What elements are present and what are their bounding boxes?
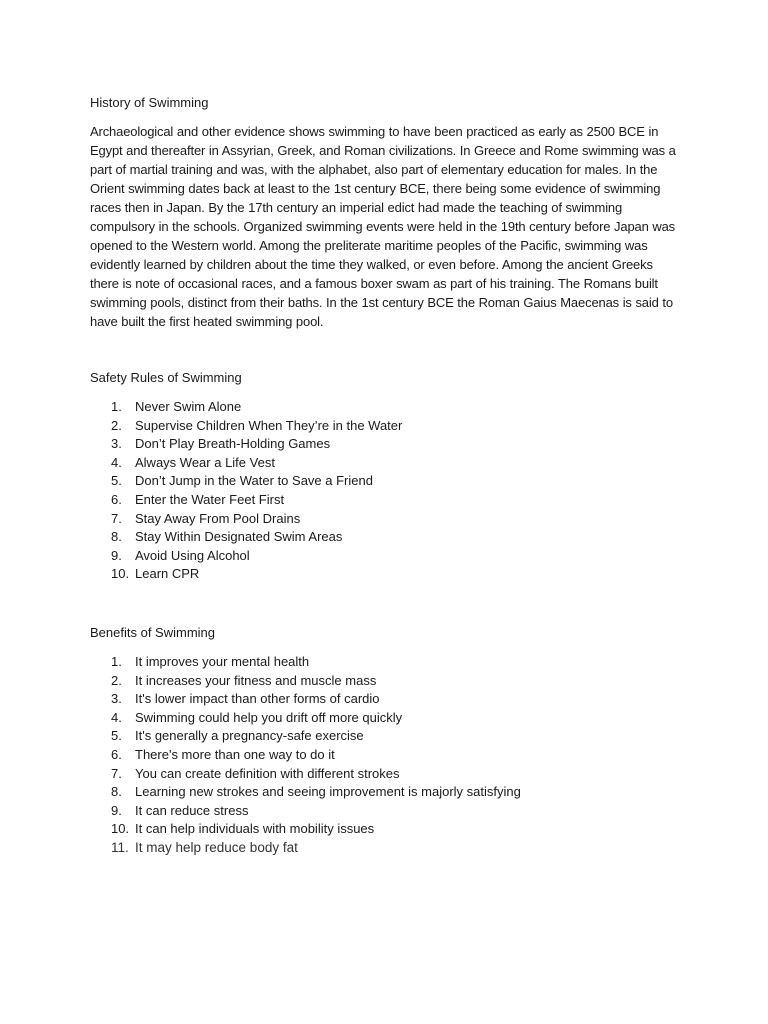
list-item: [90, 547, 680, 566]
list-item: [90, 653, 680, 672]
list-item: [90, 417, 680, 436]
list-item-text: It's generally a pregnancy-safe exercise: [135, 728, 364, 744]
list-number: 2.: [111, 417, 122, 433]
list-number: 10.: [111, 821, 130, 837]
list-item: [90, 820, 680, 839]
benefits-section: [90, 624, 680, 858]
list-number: 6.: [111, 746, 122, 762]
list-item-text: Swimming could help you drift off more quickly: [135, 709, 403, 725]
list-number: 5.: [111, 728, 122, 744]
list-item: [90, 690, 680, 709]
list-number: 5.: [111, 473, 122, 489]
safety-list: [90, 398, 680, 584]
list-item-text: It improves your mental health: [135, 654, 310, 669]
list-number: 1.: [111, 654, 122, 669]
list-item: [90, 709, 680, 728]
list-number: 9.: [111, 547, 122, 563]
list-item: [90, 727, 680, 746]
list-item-text: It increases your fitness and muscle mass: [135, 672, 377, 688]
history-heading: History of Swimming: [90, 95, 209, 110]
list-item-text: There's more than one way to do it: [135, 746, 335, 762]
list-number: 8.: [111, 784, 122, 800]
list-number: 1.: [111, 399, 122, 414]
list-number: 7.: [111, 510, 122, 526]
list-item-text: Never Swim Alone: [135, 399, 242, 414]
list-item: [90, 491, 680, 510]
list-item: [90, 672, 680, 691]
list-item: [90, 746, 680, 765]
list-item: [90, 802, 680, 821]
list-item-text: Don’t Play Breath-Holding Games: [135, 436, 331, 452]
list-number: 6.: [111, 491, 122, 507]
list-item-text: Stay Within Designated Swim Areas: [135, 529, 343, 545]
list-item-text: Supervise Children When They’re in the Water: [135, 417, 403, 433]
list-item: [90, 765, 680, 784]
list-number: 7.: [111, 765, 122, 781]
list-item-text: Learning new strokes and seeing improvement is majorly satisfying: [135, 784, 521, 800]
safety-section: [90, 369, 680, 584]
list-item: [90, 565, 680, 584]
list-item-text: It may help reduce body fat: [135, 839, 298, 855]
list-number: 2.: [111, 672, 122, 688]
list-number: 9.: [111, 802, 122, 818]
list-item-text: Always Wear a Life Vest: [135, 454, 275, 470]
list-item: [90, 783, 680, 802]
list-number: 8.: [111, 529, 122, 545]
list-item-text: Avoid Using Alcohol: [135, 547, 250, 563]
list-number: 4.: [111, 454, 122, 470]
list-item: [90, 454, 680, 473]
list-item-text: It can help individuals with mobility issues: [135, 821, 375, 837]
safety-heading: Safety Rules of Swimming: [90, 370, 242, 385]
list-item-text: You can create definition with different strokes: [135, 765, 400, 781]
list-item-text: Enter the Water Feet First: [135, 491, 285, 507]
list-item-text: Stay Away From Pool Drains: [135, 510, 301, 526]
list-item-text: Learn CPR: [135, 566, 200, 582]
benefits-heading: Benefits of Swimming: [90, 625, 215, 640]
list-item: [90, 510, 680, 529]
list-item: [90, 528, 680, 547]
list-number: 3.: [111, 691, 122, 707]
history-section: [90, 94, 680, 331]
list-item: [90, 398, 680, 417]
list-item-text: It's lower impact than other forms of cardio: [135, 691, 380, 707]
list-item-text: Don’t Jump in the Water to Save a Friend: [135, 473, 373, 489]
list-number: 3.: [111, 436, 122, 452]
list-item-text: It can reduce stress: [135, 802, 249, 818]
list-number: 10.: [111, 566, 130, 582]
list-item: [90, 839, 680, 858]
history-paragraph: Archaeological and other evidence shows swimming to have been practiced as early as 2500 BCE in Egypt and thereafter in Assyrian, Greek, and Roman civilizations. In Greece and Rome swimming was a part of martial training and was, with the alphabet, also part of elementary education for males. In the Orient swimming dates back at least to the 1st century BCE, there being some evidence of swimming races then in Japan. By the 17th century an imperial edict had made the teaching of swimming compulsory in the schools. Organized swimming events were held in the 19th century before Japan was opened to the Western world. Among the preliterate maritime peoples of the Pacific, swimming was evidently learned by children about the time they walked, or even before. Among the ancient Greeks there is note of occasional races, and a famous boxer swam as part of his training. The Romans built swimming pools, distinct from their baths. In the 1st century BCE the Roman Gaius Maecenas is said to have built the first heated swimming pool.: [90, 124, 676, 329]
list-item: [90, 472, 680, 491]
list-item: [90, 435, 680, 454]
benefits-list: [90, 653, 680, 858]
list-number: 11.: [111, 839, 129, 855]
list-number: 4.: [111, 709, 122, 725]
